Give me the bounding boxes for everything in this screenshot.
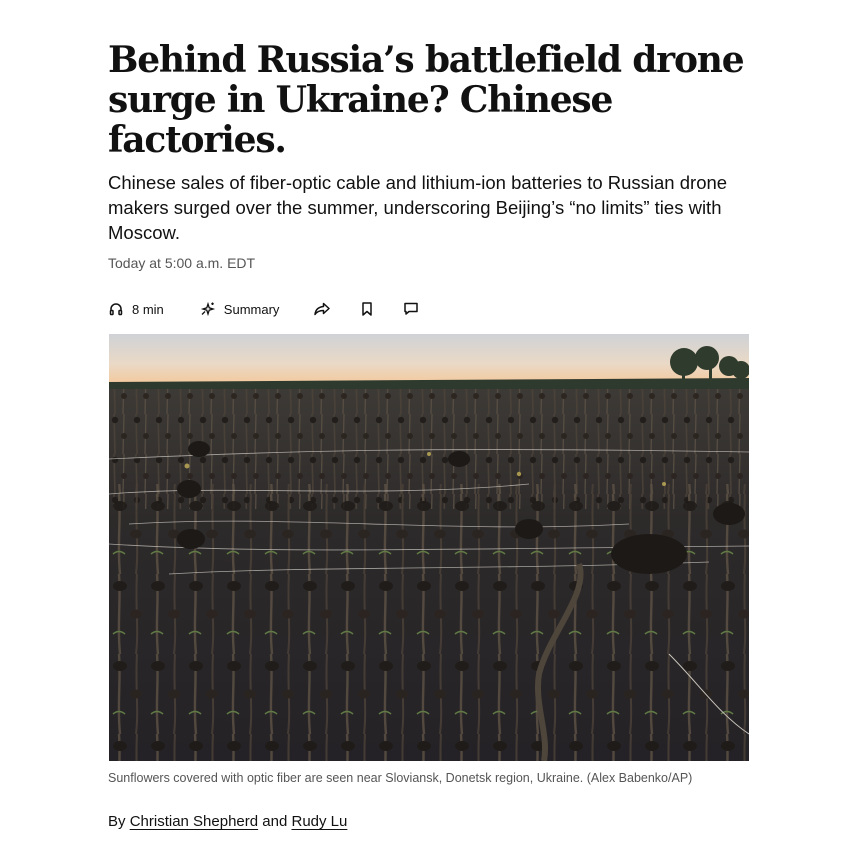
byline <box>108 813 347 830</box>
bookmark-button[interactable] <box>359 301 375 317</box>
sparkle-icon <box>200 301 216 317</box>
byline-conjunction: and <box>262 813 288 830</box>
photo-caption: Sunflowers covered with optic fiber are seen near Sloviansk, Donetsk region, Ukraine. (Alex Babenko/AP) <box>108 771 693 785</box>
dek-subheadline: Chinese sales of fiber-optic cable and lithium-ion batteries to Russian drone makers surged over the summer, underscoring Beijing’s “no limits” ties with Moscow. <box>108 172 728 243</box>
lead-photo[interactable] <box>109 334 749 761</box>
summary-button[interactable] <box>200 301 280 317</box>
article-toolbar <box>108 297 749 321</box>
headline: Behind Russia’s battlefield drone surge in Ukraine? Chinese factories. <box>108 39 744 161</box>
share-arrow-icon <box>313 301 331 317</box>
byline-prefix: By <box>108 813 126 830</box>
summary-label: Summary <box>223 301 280 317</box>
author-link-christian-shepherd[interactable]: Christian Shepherd <box>129 813 259 830</box>
comment-icon <box>403 301 419 317</box>
listen-button[interactable] <box>108 301 164 317</box>
bookmark-icon <box>359 301 375 317</box>
article-header <box>108 40 749 321</box>
comments-button[interactable] <box>403 301 419 317</box>
headphones-icon <box>108 301 124 317</box>
share-button[interactable] <box>313 301 331 317</box>
listen-duration-label: 8 min <box>132 301 164 317</box>
sunflower-field-photo <box>109 334 749 761</box>
author-link-rudy-lu[interactable]: Rudy Lu <box>291 813 348 830</box>
timestamp: Today at 5:00 a.m. EDT <box>108 255 256 271</box>
